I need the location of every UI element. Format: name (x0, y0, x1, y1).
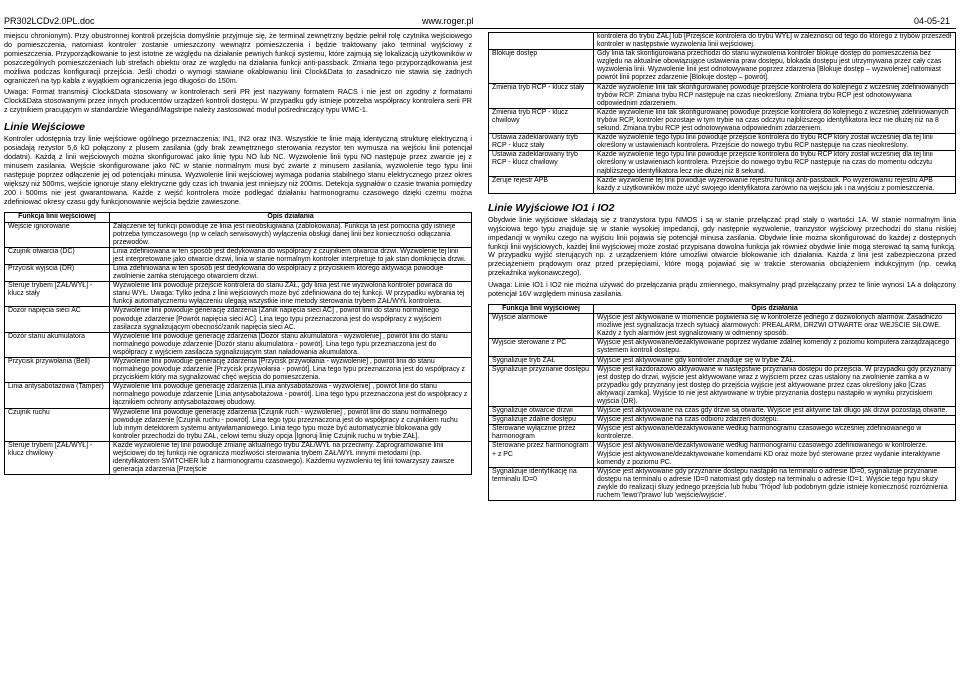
table-row (5, 332, 472, 357)
row-func: Ustawia zadeklarowany tryb RCP - klucz stały (489, 134, 594, 151)
table-row (489, 314, 956, 339)
row-func: Czujnik otwarcia (DC) (5, 247, 110, 264)
inputs-paragraph: Kontroler udostępnia trzy linie wejściowe ogólnego przeznaczenia: IN1, IN2 oraz IN3. Wszystkie te linie mają identyczną strukturę elektryczną i posiadają rezystor 5,6 kΩ połączony z plusem zasilania (gdy brak zewnętrznego sterowania rezystor ten wymusza na wejściu linii potencjał dodatni). Każdą z linii wejściowych można skonfigurować jako linię typu NO lub NC. Wyzwolenie linii typu NO następuje przez zwarcie jej z minusem zasilania. Wejście skonfigurowane jako NC w stanie normalnym musi być zwarte z minusem zasilania, wyzwolenie tego typu linii następuje poprzez odłączenie jej od potencjału minusa. Wyzwolenie linii wejściowej wymaga podania stabilnego stanu elektrycznego przez okres większy niż 500ms, wejście ignoruje stany elektryczne gdy czas ich trwania jest mniejszy niż 200ms. Detekcja sygnałów o czasie trwania pomiędzy 200 i 500ms nie jest gwarantowana. Każde z wejść kontrolera może podlegać działaniu harmonogramu czasowego dzięki czemu można zdefiniować okresy czasu gdy funkcjonowanie wejścia będzie zawieszone. (4, 134, 472, 206)
note-paragraph: Uwaga: Format transmisji Clock&Data stosowany w kontrolerach serii PR jest nazywany formatem RACS i nie jest on zgodny z formatami Clock&Data stosowanymi przez innych producentów urządzeń kontroli dostępu. W przypadku gdy istnieje potrzeba współpracy kontrolera serii PR z czytnikiem pracującym w standardzie Wiegand/Magstripe należy zastosować moduł pośredniczący typu WMC-1. (4, 87, 472, 115)
table-header-row (489, 304, 956, 313)
row-func: Zmienia tryb RCP - klucz chwilowy (489, 108, 594, 133)
outputs-paragraph: Obydwie linie wyjściowe składają się z tranzystora typu NMOS i są w stanie przełączać prąd stały o wartości 1A. W stanie normalnym linia wyjściowa tego typu znajduje się w stanie wysokiej impedancji, gdy następnie wyzwolenie, tranzystor wyjściowy przechodzi do stanu niskiej impedancji w wyniku czego na wyjściu linii pojawia się potencjał minusa zasilania. Obydwie linie można skonfigurować do każdej z dostępnych funkcji linii wyjściowych, każdej linii wyjściowej może zostać przypisana dowolna funkcja jak również obydwie linie mogą sterować tą samą funkcją. W przypadku wyjść sterujących np. z urządzeniem które umożliwi otwarcie blokowanie ich działania. Każda z linii jest zabezpieczona przed przeciążeniem prądowym oraz przed przepięciami, które mogą pojawiać się w trakcie sterowania obciążeniem indukcyjnym (np. cewką przekaźnika wykonawczego). (488, 214, 956, 278)
row-func: Zeruje rejestr APB (489, 176, 594, 193)
row-desc: Każde wyzwolenie tego typu linii powoduje przejście kontrolera do trybu RCP który został wcześniej dla tej linii określony w ustawieniach kontrolera. Przejście do nowego trybu RCP następuje na czas do momentu odczytu najbliższego identyfikatora lecz nie dłużej niż 8 sekund. (594, 151, 956, 176)
row-func: Linia antysabotażowa (Tamper) (5, 383, 110, 408)
row-desc: Wyzwolenie linii powoduje przejście kontrolera do stanu ZAŁ, gdy linia jest nie wyzwolona kontroler powraca do stanu WYŁ. Uwaga: Tylko jedna z linii wejściowych może być zdefiniowana do tej funkcji. W przypadku wybrania tej funkcji automatycznemu wyłączeniu ulegają wszystkie inne metody sterowania trybem ZAŁ/WYŁ kontrolera. (110, 282, 472, 307)
row-desc: Wyzwolenie linii powoduje generację zdarzenia [Przycisk przywołania - wyzwolenie] , powrót linii do stanu normalnego powoduje zdarzenie [Przycisk przywołania - powrót]. Lina tego typu przeznaczona jest do współpracy z przyciskiem który ma sygnalizować chęć wejścia do pomieszczenia. (110, 358, 472, 383)
table-row (5, 222, 472, 247)
table-row (489, 467, 956, 500)
table-row (489, 108, 956, 133)
table-row (5, 247, 472, 264)
row-desc: Wyjście jest aktywowane/dezaktywowane według harmonogramu czasowego zdefiniowanego w kontrolerze. Wyjście jest aktywowane/dezaktywowane komendami KD oraz może być sterowane przez wydanie interaktywne komendy z poziomu PC. (594, 442, 956, 467)
row-desc: Wyjście jest aktywowane na czas gdy drzwi są otwarte. Wyjście jest aktywne tak długo jak drzwi pozostają otwarte. (594, 407, 956, 416)
row-func: Przycisk wyjścia (DR) (5, 264, 110, 281)
table-row (489, 134, 956, 151)
row-func: Zmienia tryb RCP - klucz stały (489, 83, 594, 108)
row-func: Ustawia zadeklarowany tryb RCP - klucz chwilowy (489, 151, 594, 176)
row-func (489, 33, 594, 50)
row-func: Steruje trybem [ZAŁ/WYŁ] - klucz chwilowy (5, 441, 110, 474)
row-func: Sygnalizuje zdalne dostępu (489, 416, 594, 425)
table-row (489, 176, 956, 193)
row-desc: Załączenie tej funkcji powoduje że linia jest nieobsługiwana (zablokowana). Funkcja ta jest pomocna gdy istnieje potrzeba tymczasowego (np w celach serwisowych) wyłączenia obsługi danej linii bez konieczności odłączania przewodów. (110, 222, 472, 247)
left-column (4, 32, 472, 475)
row-func: Steruje trybem [ZAŁ/WYŁ] - klucz stały (5, 282, 110, 307)
row-func: Wyjście alarmowe (489, 314, 594, 339)
row-func: Sterowane przez harmonogram + z PC (489, 442, 594, 467)
table-header-row (5, 213, 472, 222)
table-row (489, 83, 956, 108)
table-header-desc: Opis działania (594, 304, 956, 313)
row-desc: Wyjście jest aktywowane w momencie pojawienia się w kontrolerze jednego z dozwolonych alarmów. Zasadniczo możliwe jest sygnalizacja trzech sytuacji alarmowych: PREALARM, DRZWI OTWARTE oraz WEJŚCIE SIŁOWE. Każdy z tych alarmów jest sygnalizowany w odmienny sposób. (594, 314, 956, 339)
table-header-desc: Opis działania (110, 213, 472, 222)
table-row (5, 282, 472, 307)
row-desc: Wyjście jest aktywowane/dezaktywowane poprzez wydanie zdalnej komendy z poziomu komputera zarządzającego systemem kontroli dostępu. (594, 339, 956, 356)
input-functions-table-cont (488, 32, 956, 194)
row-desc: Wyzwolenie linii powoduje generację zdarzenia [Czujnik ruch - wyzwolenie] , powrót linii do stanu normalnego powoduje zdarzenie [Czujnik ruchu - powrót]. Lina tego typu przeznaczona jest do współpracy z czujnikiem ruchu lub innym detektorem systemu antywłamaniowego. Linia tego typu może być automatycznie blokowana gdy kontroler przechodzi do trybu ZAŁ, celowi temu służy opcja [Ignoruj linię Czujnik ruchu w trybie ZAŁ]. (110, 408, 472, 441)
right-column (488, 32, 956, 501)
row-desc: Każde wyzwolenie tej linii powoduje wyzerowanie rejestru funkcji anti-passback. Po wyzerowaniu rejestru APB każdy z użytkowników może użyć swojego identyfikatora zarówno na wejściu jak i na wyjściu z pomieszczenia. (594, 176, 956, 193)
table-row (489, 425, 956, 442)
row-desc: Wyzwolenie linii powoduje generację zdarzenia [Dozór stanu akumulatora - wyzwolenie] , powrót linii do stanu normalnego powoduje zdarzenie [Dozór stanu akumulatora - powrót]. Lina tego typu przeznaczona jest do współpracy z wyjściem zasilacza sygnalizującym stan naładowania akumulatora. (110, 332, 472, 357)
row-desc: Wyjście jest każdorazowo aktywowane w następstwie przyznania dostępu do przejścia. W przypadku gdy przyznany jest dostęp do drzwi, wyjście jest aktywowane wraz z wyjściem przez czas ustalony na zwolnienie zamka a w przypadku gdy przyznany jest dostęp do przejścia wyjście jest aktywowane przez czas określony jako [Czas aktywacji zamka]. Wyjście to nie jest aktywowane w trybie przyznania dostępu nastąpiło w wyniku przyciskiem wyjścia (DR). (594, 365, 956, 406)
row-func: Sygnalizuje identyfikację na terminalu ID=0 (489, 467, 594, 500)
row-func: Sygnalizuje otwarcie drzwi (489, 407, 594, 416)
row-desc: Wyjście jest aktywowane/dezaktywowane według harmonogramu czasowego wcześniej zdefiniowanego w kontrolerze. (594, 425, 956, 442)
row-desc: Gdy linia tak skonfigurowana przechodzi do stanu wyzwolenia kontroler blokuje dostęp do pomieszczenia bez względu na aktualnie obowiązujące ustawienia praw dostępu, blokada dostępu jest utrzymywana przez cały czas wyzwolenia linii. Wyzwolenie linii jest odnotowywane poprzez zdarzenia [Blokuje dostęp – wyzwolenie] natomiast powrót linii poprzez zdarzenie [Blokuje dostęp – powrót]. (594, 50, 956, 83)
section-title-inputs: Linie Wejściowe (4, 121, 85, 134)
table-row (489, 442, 956, 467)
row-desc: Każde wyzwolenie linii tak skonfigurowanej powoduje przejście kontrolera do kolejnego z wcześniej zdefiniowanych trybów RCP, kontroler pozostaje w tym trybie na czas odczytu najbliższego identyfikatora lecz nie dłużej niż na 8 sekund. Zmiana trybu RCP jest odnotowywana odpowiednim zdarzeniem. (594, 108, 956, 133)
table-row (489, 339, 956, 356)
row-desc: Wyzwolenie linii powoduje generację zdarzenia [Linia antysabotażowa - wyzwolenie] , powrót linii do stanu normalnego powoduje zdarzenie [Linia antysabotażowa - powrót]. Lina tego typu przeznaczona jest do współpracy z łącznikiem ochrony antysabotażowej obudowy. (110, 383, 472, 408)
table-row (489, 50, 956, 83)
page-header (4, 16, 956, 29)
table-row (5, 408, 472, 441)
table-row (489, 356, 956, 365)
section-title-outputs: Linie Wyjściowe IO1 i IO2 (488, 201, 615, 214)
row-desc: kontrolera do trybu ZAŁ] lub [Przejście kontrolera do trybu WYŁ] w zależności od tego do którego z trybów przeszedł kontroler w następstwie wyzwolenia linii wejściowej. (594, 33, 956, 50)
doc-filename: PR302LCDv2.0PL.doc (4, 16, 95, 26)
row-desc: Wyjście jest aktywowane gdy kontroler znajduje się w trybie ZAŁ. (594, 356, 956, 365)
row-func: Przycisk przywołania (Bell) (5, 358, 110, 383)
doc-date: 04-05-21 (913, 16, 950, 26)
row-desc: Każde wyzwolenie tej linii powoduje zmianę aktualnego trybu ZAŁ/WYŁ na przeciwny. Zaprogramowanie linii wejściowej do tej funkcji nie ogranicza możliwości sterowania trybem ZAŁ/WYŁ innymi metodami (np. identyfikatorem SWITCHER lub z harmonogramu czasowego). Każdemu wyzwoleniu tej linii towarzyszy zawsze generacja zdarzenia [Przejście (110, 441, 472, 474)
table-row (5, 358, 472, 383)
row-func: Dozór stanu akumulatora (5, 332, 110, 357)
table-row (5, 264, 472, 281)
row-func: Dozór napięcia sieci AC (5, 307, 110, 332)
table-header-func: Funkcja linii wejściowej (5, 213, 110, 222)
row-desc: Każde wyzwolenie tego typu linii powoduje przejście kontrolera do trybu RCP który został wcześniej dla tej linii określony w ustawieniach kontrolera. Przejście do nowego trybu RCP następuje na czas nieokreślony. (594, 134, 956, 151)
table-row (5, 383, 472, 408)
row-func: Sygnalizuje tryb ZAŁ (489, 356, 594, 365)
row-desc: Linia zdefiniowana w ten sposób jest dedykowana do współpracy z przyciskiem którego aktywacja powoduje zwolnienie zamka sterującego otwarciem drzwi. (110, 264, 472, 281)
row-desc: Wyjście jest aktywowane gdy przyznanie dostępu nastąpiło na terminalu o adresie ID=0, sygnalizuje przyznanie dostępu na terminalu o adresie ID=0 natomiast gdy dostęp na terminalu o adresie ID=1. Wyjście tego typu służy zwykle do realizacji śluzy jednego przejścia lub hubu 'Trójod' lub podobnym gdzie istnieje konieczność rozróżnienia ruchem 'lewo'/'prawo' lub 'wejście/wyjście'. (594, 467, 956, 500)
table-row (5, 441, 472, 474)
table-row (489, 416, 956, 425)
outputs-note: Uwaga: Linie IO1 i IO2 nie można używać do przełączania prądu zmiennego, maksymalny prąd przełączany przez te linie wynosi 1A a dołączony potencjał 16V względem minusa zasilania. (488, 280, 956, 299)
intro-paragraph: miejscu chronionym). Przy obustronnej kontroli przejścia domyślnie przyjmuje się, że terminal zewnętrzny będzie pełnił rolę czytnika wejściowego do pomieszczenia, natomiast kontroler zostanie umieszczony wewnątrz pomieszczenia i będzie traktowany jako terminal wyjściowy z pomieszczenia. Przyporządkowanie to jest istotne ze względu na działanie pewnych funkcji systemu, które zajmują się lokalizacją użytkowników w poszczególnych pomieszczeniach lub strefach obiektu oraz ze względu na działania funkcji anti-passback. Zmiana tego przyporządkowania jest możliwa podczas konfiguracji przejścia. Jeśli chodzi o wymogi stawiane okablowaniu linii Clock&Data to zasadniczo nie stawia się żadnych ograniczeń na typ kabla z wyjątkiem ograniczenia jego długości do 150m. (4, 31, 472, 85)
row-desc: Wyjście jest aktywowane na czas odbioru zdarzeń dostępu. (594, 416, 956, 425)
row-desc: Każde wyzwolenie linii tak skonfigurowanej powoduje przejście kontrolera do kolejnego z wcześniej zdefiniowanych trybów RCP. Zmiana trybu RCP następuje na czas nieokreślony. Zmiana trybu RCP jest odnotowywana odpowiednim zdarzeniem. (594, 83, 956, 108)
table-header-func: Funkcja linii wyjściowej (489, 304, 594, 313)
table-row (5, 307, 472, 332)
row-func: Sygnalizuje przyznanie dostępu (489, 365, 594, 406)
row-func: Czujnik ruchu (5, 408, 110, 441)
table-row (489, 151, 956, 176)
table-row (489, 33, 956, 50)
input-functions-table (4, 212, 472, 475)
row-func: Blokuje dostęp (489, 50, 594, 83)
row-desc: Linia zdefiniowana w ten sposób jest dedykowana do współpracy z czujnikiem otwarcia drzwi. Wyzwolenie tej linii jest interpretowane jako otwarcie drzwi, linia w stanie normalnym kontroler interpretuje to jak stan domknięcia drzwi. (110, 247, 472, 264)
row-desc: Wyzwolenie linii powoduje generację zdarzenia [Zanik napięcia sieci AC] , powrót linii do stanu normalnego powoduje zdarzenie [Powrót napięcia sieci AC]. Lina tego typu przeznaczona jest do współpracy z wyjściem zasilacza sygnalizującym obecność/zanik napięcia sieci AC. (110, 307, 472, 332)
table-row (489, 365, 956, 406)
row-func: Wyjście sterowane z PC (489, 339, 594, 356)
table-row (489, 407, 956, 416)
output-functions-table (488, 304, 956, 501)
row-func: Wejście ignorowane (5, 222, 110, 247)
website-url[interactable]: www.roger.pl (422, 16, 474, 26)
row-func: Sterowane wyłącznie przez harmonogram (489, 425, 594, 442)
